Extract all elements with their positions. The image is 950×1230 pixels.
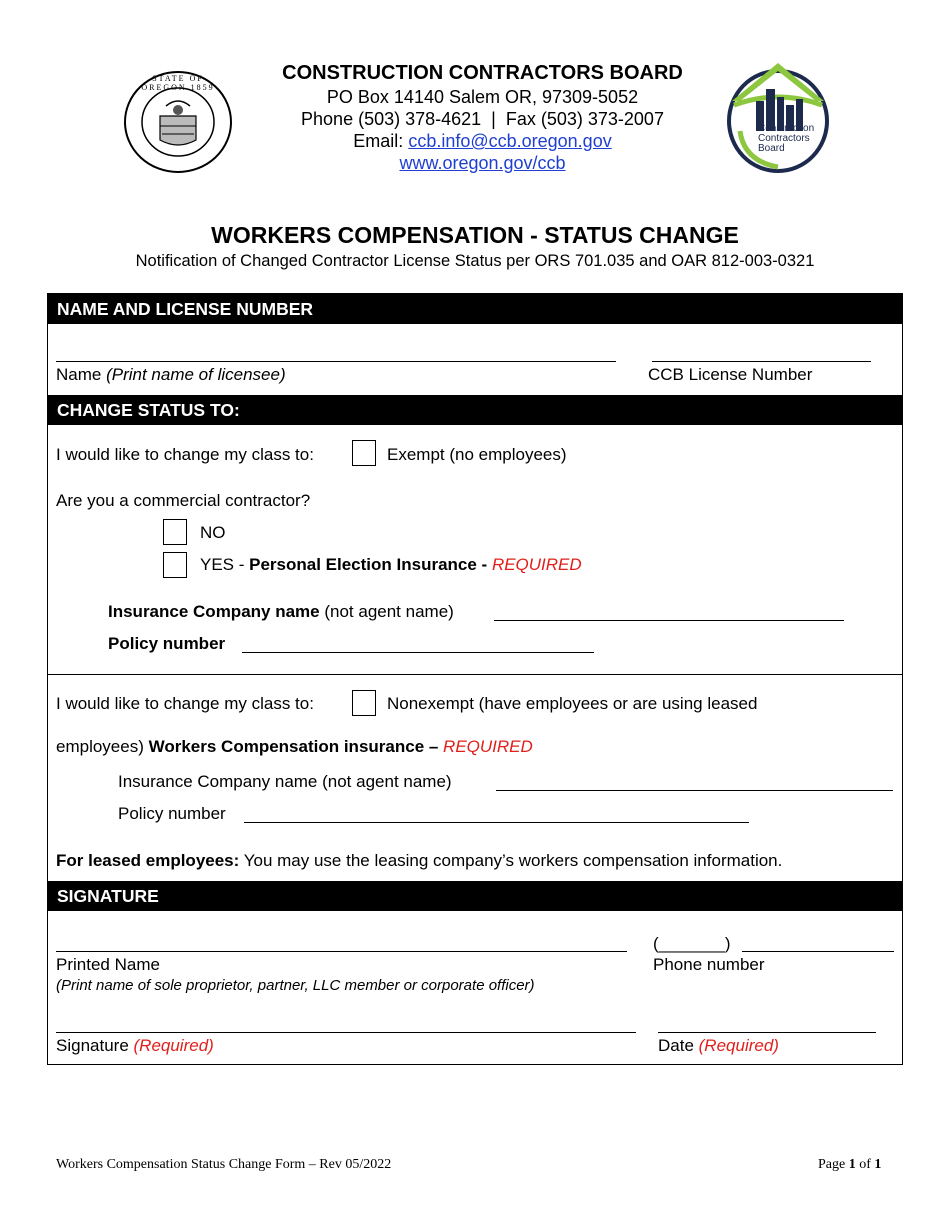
license-number-input-line[interactable] [652, 361, 871, 362]
policy-number-input-2[interactable] [244, 822, 749, 823]
policy-number-label-1: Policy number [108, 634, 226, 653]
commercial-contractor-question: Are you a commercial contractor? [56, 491, 311, 510]
insurance-company-input-2[interactable] [496, 790, 893, 791]
commercial-yes-label [200, 555, 582, 575]
section-header-change-status: CHANGE STATUS TO: [48, 395, 902, 425]
commercial-no-checkbox[interactable] [163, 519, 187, 545]
section-header-name-license: NAME AND LICENSE NUMBER [48, 294, 902, 324]
exempt-checkbox[interactable] [352, 440, 376, 466]
seal-text: STATE OF OREGON 1859 [141, 74, 215, 92]
date-label: Date [658, 1036, 699, 1055]
logo-line-2: Contractors [758, 133, 810, 144]
page-prefix: Page [818, 1157, 849, 1172]
printed-name-input-line[interactable] [56, 951, 627, 952]
page-total: 1 [874, 1157, 882, 1172]
insurance-company-label-1 [108, 602, 459, 622]
page-current: 1 [848, 1157, 856, 1172]
policy-number-label-2: Policy number [118, 804, 231, 823]
section-header-signature: SIGNATURE [48, 881, 902, 911]
license-number-label: CCB License Number [648, 365, 813, 384]
leased-employees-bold: For leased employees: [56, 851, 240, 870]
nonexempt-option-label: Nonexempt (have employees or are using leased [387, 694, 758, 713]
logo-line-1: Construction [758, 123, 815, 134]
leased-employees-text: You may use the leasing company’s workers compensation information. [239, 851, 783, 870]
nonexempt-cont-text: employees) [56, 737, 149, 756]
name-label: Name [56, 365, 107, 384]
ccb-logo-text [758, 124, 814, 154]
date-required: (Required) [698, 1036, 779, 1055]
wc-insurance-required: REQUIRED [443, 737, 533, 756]
footer-page-number [818, 1157, 881, 1173]
signature-input-line[interactable] [56, 1032, 636, 1033]
phone-number-label: Phone number [653, 955, 765, 974]
form-frame [47, 293, 903, 1065]
printed-name-label: Printed Name [56, 955, 160, 974]
signature-field-label [56, 1036, 214, 1056]
website-link[interactable]: www.oregon.gov/ccb [399, 153, 566, 173]
wc-insurance-label: Workers Compensation insurance – [148, 737, 444, 756]
org-name: CONSTRUCTION CONTRACTORS BOARD [282, 62, 683, 84]
commercial-no-label: NO [200, 523, 226, 542]
commercial-yes-checkbox[interactable] [163, 552, 187, 578]
org-email-line [250, 130, 715, 152]
signature-required: (Required) [133, 1036, 214, 1055]
exempt-prompt: I would like to change my class to: [56, 445, 314, 464]
ins-company-bold: Insurance Company name [108, 602, 320, 621]
insurance-company-label-2: Insurance Company name (not agent name) [118, 772, 457, 791]
exempt-option-label: Exempt (no employees) [387, 445, 567, 464]
ccb-logo [726, 59, 830, 173]
email-link[interactable]: ccb.info@ccb.oregon.gov [408, 131, 612, 151]
email-label: Email: [353, 131, 409, 151]
footer-form-name: Workers Compensation Status Change Form – Rev 05/2022 [56, 1157, 392, 1172]
leased-employees-note [56, 851, 782, 871]
policy-number-input-1[interactable] [242, 652, 594, 653]
name-input-line[interactable] [56, 361, 616, 362]
date-input-line[interactable] [658, 1032, 876, 1033]
nonexempt-checkbox[interactable] [352, 690, 376, 716]
ins-company-hint: (not agent name) [319, 602, 459, 621]
nonexempt-continuation [56, 737, 533, 757]
org-address: PO Box 14140 Salem OR, 97309-5052 [326, 87, 639, 107]
logo-line-3: Board [758, 143, 785, 154]
header-contact-block [250, 62, 715, 174]
section-divider [48, 674, 902, 675]
insurance-company-input-1[interactable] [494, 620, 844, 621]
name-field-label [56, 365, 286, 385]
form-subtitle: Notification of Changed Contractor License Status per ORS 701.035 and OAR 812-003-0321 [135, 252, 815, 270]
personal-election-label: Personal Election Insurance - [249, 555, 492, 574]
org-website-line [250, 152, 715, 174]
yes-prefix: YES - [200, 555, 250, 574]
page-of: of [855, 1157, 875, 1172]
phone-number-input-line[interactable] [742, 951, 894, 952]
name-hint: (Print name of licensee) [106, 365, 286, 384]
signature-label: Signature [56, 1036, 134, 1055]
org-phone-fax: Phone (503) 378-4621 | Fax (503) 373-2007 [301, 109, 664, 129]
date-field-label [658, 1036, 779, 1056]
form-title: WORKERS COMPENSATION - STATUS CHANGE [211, 222, 739, 248]
nonexempt-prompt: I would like to change my class to: [56, 694, 314, 713]
phone-area-code[interactable]: (_______) [653, 934, 731, 953]
printed-name-hint: (Print name of sole proprietor, partner, LLC member or corporate officer) [56, 977, 535, 994]
personal-election-required: REQUIRED [491, 555, 582, 574]
